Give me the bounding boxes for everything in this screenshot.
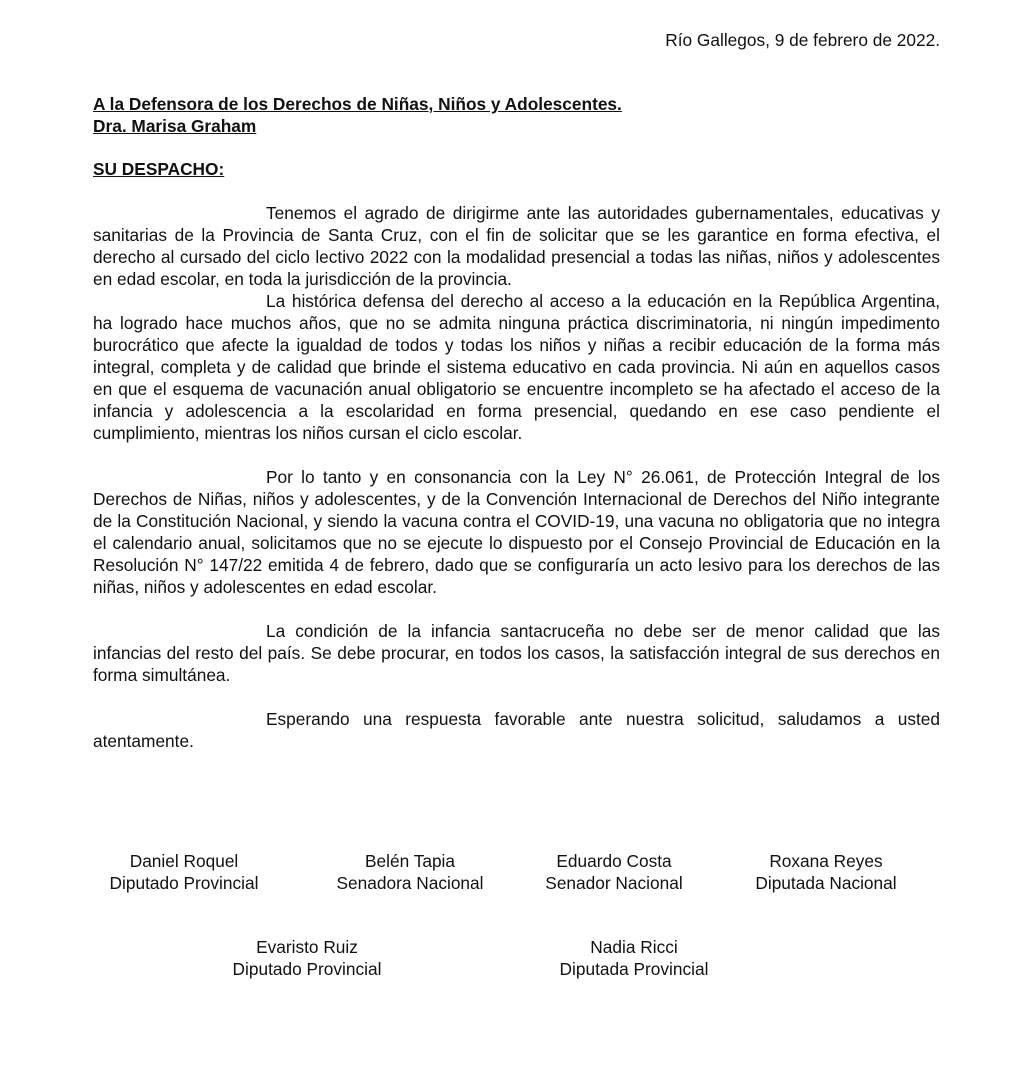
signatory-name: Eduardo Costa: [556, 851, 672, 871]
signature-block: [543, 936, 725, 980]
paragraph-1: Tenemos el agrado de dirigirme ante las autoridades gubernamentales, educativas y sanitarias de la Provincia de Santa Cruz, con el fin de solicitar que se les garantice en forma efectiva, el derecho al cursado del ciclo lectivo 2022 con la modalidad presencial a todas las niñas, niños y adolescentes en edad escolar, en toda la jurisdicción de la provincia.: [93, 203, 940, 289]
addressee-title: A la Defensora de los Derechos de Niñas, Niños y Adolescentes.: [93, 94, 622, 114]
signature-block: [216, 936, 398, 980]
signatory-role: Senador Nacional: [545, 873, 683, 893]
place-date: Río Gallegos, 9 de febrero de 2022.: [665, 30, 940, 50]
signature-block: [93, 850, 275, 894]
paragraph-3: Por lo tanto y en consonancia con la Ley N° 26.061, de Protección Integral de los Derechos de Niñas, niños y adolescentes, y de la Convención Internacional de Derechos del Niño integrante de la Constitución Nacional, y siendo la vacuna contra el COVID-19, una vacuna no obligatoria que no integra el calendario anual, solicitamos que no se ejecute lo dispuesto por el Consejo Provincial de Educación en la Resolución N° 147/22 emitida 4 de febrero, dado que se configuraría un acto lesivo para los derechos de las niñas, niños y adolescentes en edad escolar.: [93, 467, 940, 597]
signatory-role: Diputada Provincial: [559, 959, 709, 979]
signatory-name: Daniel Roquel: [129, 851, 239, 871]
signatory-name: Nadia Ricci: [590, 937, 678, 957]
paragraph-2: La histórica defensa del derecho al acceso a la educación en la República Argentina, ha logrado hace muchos años, que no se admita ninguna práctica discriminatoria, ni ningún impedimento burocrático que afecte la igualdad de todos y todas los niños y niñas a recibir educación de la forma más integral, completa y de calidad que brinde el sistema educativo en cada provincia. Ni aún en aquellos casos en que el esquema de vacunación anual obligatorio se encuentre incompleto se ha afectado el acceso de la infancia y adolescencia a la escolaridad en forma presencial, quedando en ese caso pendiente el cumplimiento, mientras los niños cursan el ciclo escolar.: [93, 291, 940, 443]
addressee: [93, 93, 853, 137]
signature-block: [740, 850, 912, 894]
signatory-name: Belén Tapia: [365, 851, 455, 871]
signatory-role: Senadora Nacional: [336, 873, 484, 893]
signatory-role: Diputada Nacional: [755, 873, 897, 893]
paragraph-5: Esperando una respuesta favorable ante nuestra solicitud, saludamos a usted atentamente.: [93, 709, 940, 751]
paragraph-4: La condición de la infancia santacruceña no debe ser de menor calidad que las infancias del resto del país. Se debe procurar, en todos los casos, la satisfacción integral de sus derechos en forma simultánea.: [93, 621, 940, 685]
signatory-role: Diputado Provincial: [109, 873, 259, 893]
signature-block: [321, 850, 499, 894]
addressee-name: Dra. Marisa Graham: [93, 116, 257, 136]
letter-body: [93, 202, 940, 752]
signatory-name: Roxana Reyes: [769, 851, 883, 871]
signatory-name: Evaristo Ruiz: [256, 937, 358, 957]
signatory-role: Diputado Provincial: [232, 959, 382, 979]
salutation: SU DESPACHO:: [93, 159, 225, 179]
signature-block: [530, 850, 698, 894]
